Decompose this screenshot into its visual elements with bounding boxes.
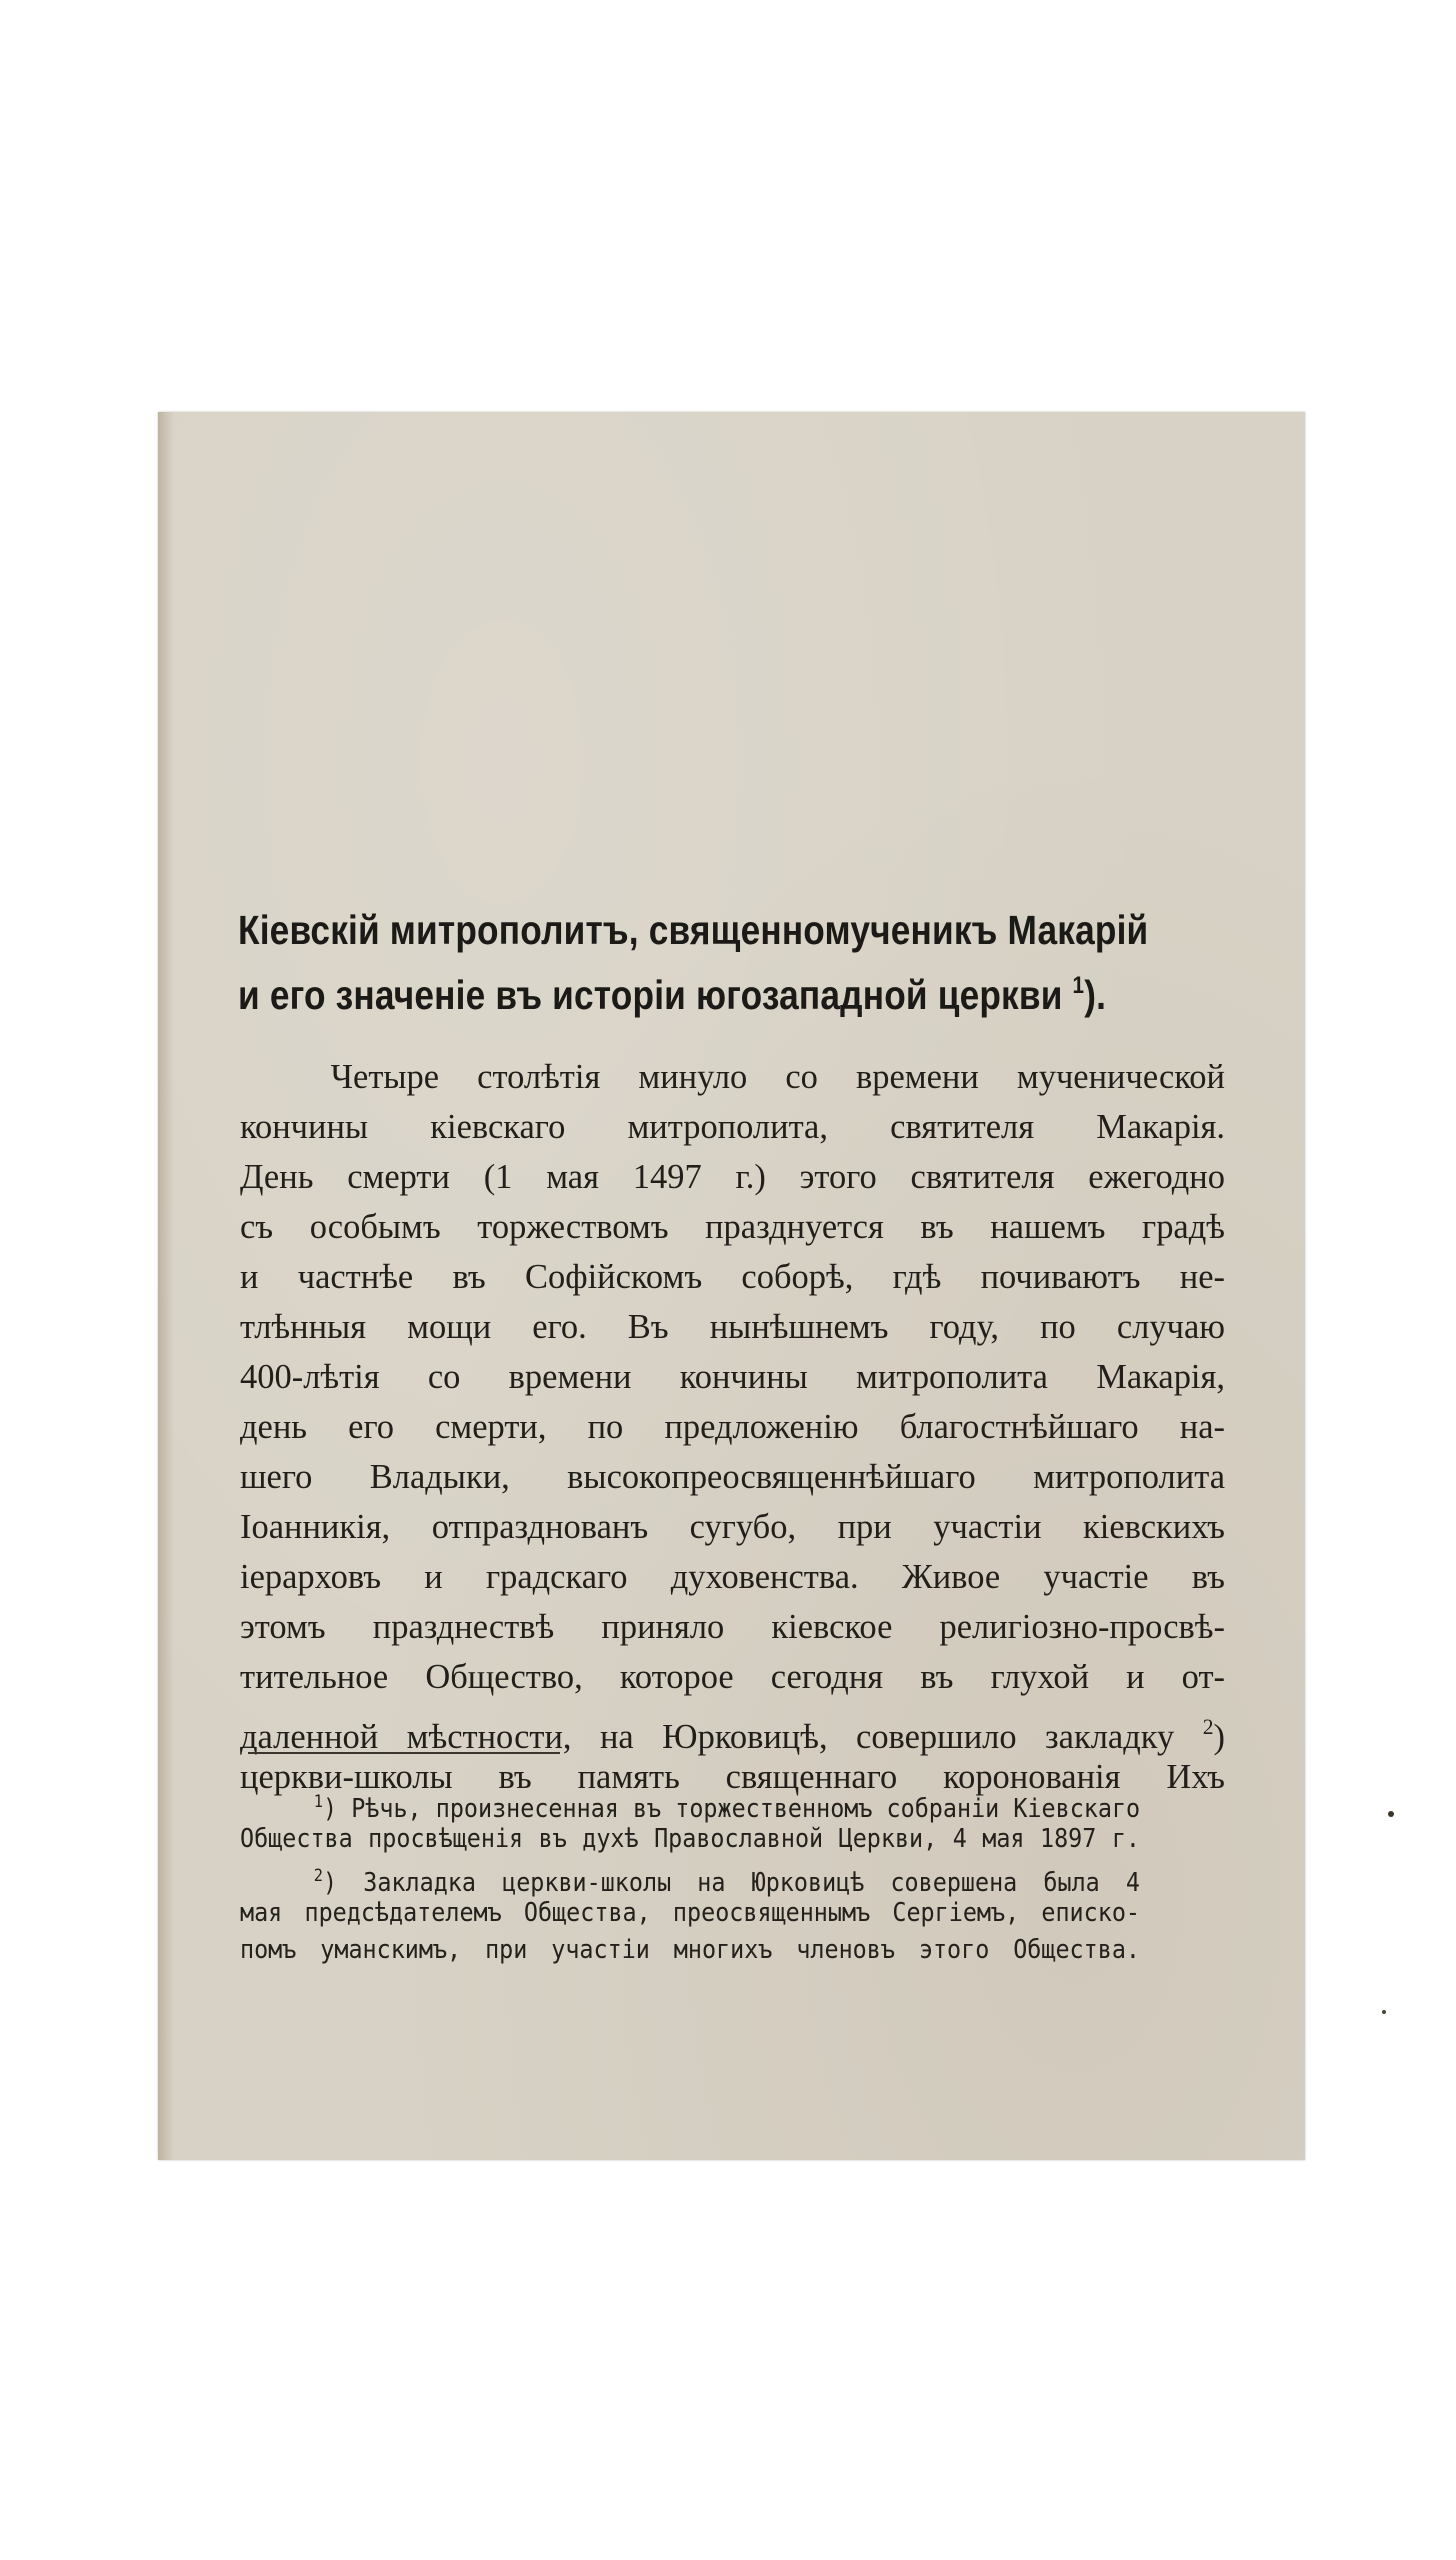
title-text-2: и его значеніе въ исторіи югозападной церкви — [238, 972, 1063, 1018]
body-line: Четыре столѣтія минуло со времени мученической — [330, 1057, 1225, 1096]
title-footnote-ref: 1 — [1072, 972, 1085, 999]
body-line: шего Владыки, высокопреосвященнѣйшаго митрополита — [240, 1457, 1225, 1496]
footnote-2-line: помъ уманскимъ, при участіи многихъ членовъ этого Общества. — [240, 1935, 1140, 1965]
body-line: кончины кіевскаго митрополита, святителя Макарія. — [240, 1107, 1225, 1146]
body-line: День смерти (1 мая 1497 г.) этого святителя ежегодно — [240, 1157, 1225, 1196]
title-text-1: Кіевскій митрополитъ, священномученикъ Макарій — [238, 907, 1149, 953]
footnotes — [240, 1784, 1140, 1969]
body-line-text: даленной мѣстности, на Юрковицѣ, совершило закладку — [240, 1717, 1175, 1756]
book-page — [158, 412, 1305, 2160]
body-paragraph — [240, 1052, 1225, 1802]
body-ref-close: ) — [1213, 1717, 1226, 1756]
ink-spot — [1388, 1811, 1394, 1817]
article-title-line-2 — [238, 972, 1107, 1019]
footnote-1-line: Общества просвѣщенія въ духѣ Православной Церкви, 4 мая 1897 г. — [240, 1824, 1140, 1854]
body-line: Іоанникія, отпразднованъ сугубо, при участіи кіевскихъ — [240, 1507, 1225, 1546]
footnote-2-line: мая предсѣдателемъ Общества, преосвященнымъ Сергіемъ, еписко- — [240, 1898, 1140, 1928]
body-footnote-ref: 2 — [1202, 1714, 1214, 1739]
body-line: 400-лѣтія со времени кончины митрополита Макарія, — [240, 1357, 1225, 1396]
footnote-2-marker: 2 — [313, 1866, 324, 1886]
body-line: день его смерти, по предложенію благостнѣйшаго на- — [240, 1407, 1225, 1446]
footnote-1-marker: 1 — [313, 1792, 324, 1812]
article-title-line-1 — [238, 907, 1149, 954]
body-line: тительное Общество, которое сегодня въ глухой и от- — [240, 1657, 1225, 1696]
body-line: іерарховъ и градскаго духовенства. Живое участіе въ — [240, 1557, 1225, 1596]
body-line: этомъ празднествѣ приняло кіевское религіозно-просвѣ- — [240, 1607, 1225, 1646]
body-line: съ особымъ торжествомъ празднуется въ нашемъ градѣ — [240, 1207, 1225, 1246]
body-line: церкви-школы въ память священнаго коронованія Ихъ — [240, 1757, 1225, 1796]
ink-spot — [1382, 2010, 1386, 2014]
title-close: ). — [1084, 972, 1107, 1018]
body-line: тлѣнныя мощи его. Въ нынѣшнемъ году, по случаю — [240, 1307, 1225, 1346]
footnote-2-line — [240, 1858, 1140, 1898]
footnote-1-line — [240, 1784, 1141, 1824]
footnote-divider — [248, 1752, 560, 1754]
body-line: и частнѣе въ Софійскомъ соборѣ, гдѣ почиваютъ не- — [240, 1257, 1225, 1296]
body-line-with-ref — [240, 1702, 1226, 1756]
footnote-1-text: ) Рѣчь, произнесенная въ торжественномъ собраніи Кіевскаго — [323, 1794, 1141, 1824]
footnote-2-text: ) Закладка церкви-школы на Юрковицѣ совершена была 4 — [323, 1868, 1140, 1898]
